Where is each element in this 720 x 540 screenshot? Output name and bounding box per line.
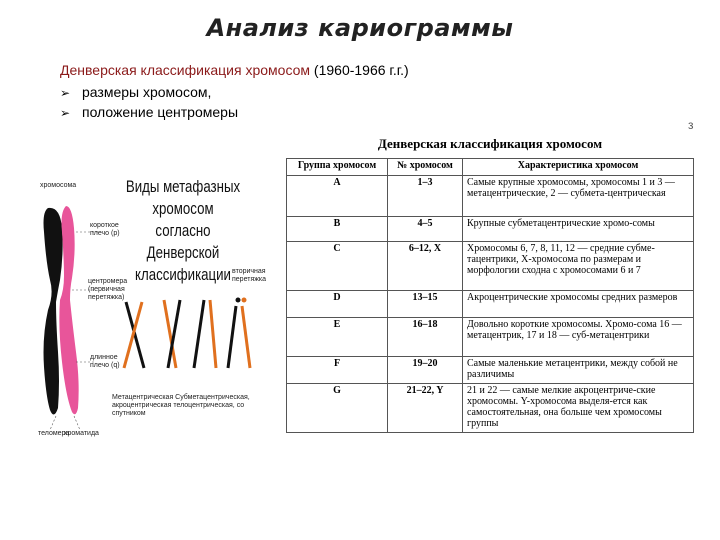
numbers-cell: 19–20 — [388, 357, 463, 384]
label-short-arm: короткое плечо (p) — [90, 222, 120, 237]
label-centromere: центромера (первичная перетяжка) — [88, 278, 128, 301]
metacentric-diagram — [124, 302, 144, 368]
leader-line — [74, 416, 80, 430]
table-row — [287, 291, 694, 318]
column-header: № хромосом — [388, 159, 463, 176]
table-header-row — [287, 159, 694, 176]
bullet-text: положение центромеры — [82, 104, 239, 120]
table-row — [287, 217, 694, 242]
description-cell: Крупные субметацентрические хромо-сомы — [463, 217, 694, 242]
column-header: Группа хромосом — [287, 159, 388, 176]
leader-line — [50, 416, 56, 430]
numbers-cell: 13–15 — [388, 291, 463, 318]
label-chromosome: хромосома — [40, 182, 77, 189]
numbers-cell: 21–22, Y — [388, 384, 463, 433]
subtitle-years: (1960-1966 г.г.) — [310, 62, 409, 78]
description-cell: Самые маленькие метацентрики, между собой не различимы — [463, 357, 694, 384]
numbers-cell: 1–3 — [388, 176, 463, 217]
numbers-cell: 6–12, X — [388, 242, 463, 291]
label-telomere: теломера — [38, 430, 70, 437]
label-secondary-constriction: вторичная перетяжка — [232, 268, 267, 283]
group-cell: D — [287, 291, 388, 318]
label-chromatid: хроматида — [64, 430, 99, 437]
description-cell: 21 и 22 — самые мелкие акроцентриче-ские хромосомы. Y-хромосома выделя-ется как самостоятельная, она больше чем хромосомы группы — [463, 384, 694, 433]
satellite-dot — [242, 298, 247, 303]
table-row — [287, 242, 694, 291]
black-chromatid-line — [126, 302, 144, 368]
table-row — [287, 318, 694, 357]
orange-chromatid-line — [242, 306, 250, 368]
bullet-item — [60, 102, 238, 122]
bullet-text: размеры хромосом, — [82, 84, 212, 100]
bullet-item — [60, 82, 238, 102]
label-long-arm: длинное плечо (q) — [90, 354, 120, 369]
table-row — [287, 176, 694, 217]
figure-heading: Виды метафазных хромосом согласно Денверской классификации — [125, 177, 241, 284]
orange-chromatid-line — [210, 300, 216, 368]
slide-title: Анализ кариограммы — [206, 14, 514, 42]
submetacentric-diagram — [164, 300, 180, 368]
group-cell: E — [287, 318, 388, 357]
figure-caption: Метацентрическая Субметацентрическая, акроцентрическая телоцентрическая, со спутником — [112, 394, 250, 417]
group-cell: F — [287, 357, 388, 384]
group-cell: A — [287, 176, 388, 217]
classification-table — [286, 158, 694, 433]
table-row — [287, 384, 694, 433]
group-cell: C — [287, 242, 388, 291]
table-row — [287, 357, 694, 384]
arrow-bullet-icon: ➢ — [60, 106, 71, 120]
subtitle — [60, 62, 409, 78]
arrow-bullet-icon: ➢ — [60, 86, 71, 100]
description-cell: Довольно короткие хромосомы. Хромо-сома 16 — метацентрик, 17 и 18 — суб-метацентрики — [463, 318, 694, 357]
subtitle-highlight: Денверская классификация хромосом — [60, 62, 311, 78]
numbers-cell: 4–5 — [388, 217, 463, 242]
table-caption: Денверская классификация хромосом — [377, 136, 603, 151]
group-cell: G — [287, 384, 388, 433]
description-cell: Хромосомы 6, 7, 8, 11, 12 — средние субме-тацентрики, X-хромосома по размерам и морфологии сходна с хромосомами 6 и 7 — [463, 242, 694, 291]
black-chromatid-line — [194, 300, 204, 368]
chromosome-figure — [36, 172, 266, 442]
stray-character: з — [688, 118, 694, 132]
numbers-cell: 16–18 — [388, 318, 463, 357]
description-cell: Самые крупные хромосомы, хромосомы 1 и 3 — метацентрические, 2 — субмета-центрическая — [463, 176, 694, 217]
orange-chromatid-line — [124, 302, 142, 368]
bullet-list — [60, 82, 238, 122]
acrocentric-diagram — [194, 300, 216, 368]
description-cell: Акроцентрические хромосомы средних размеров — [463, 291, 694, 318]
satellite-diagram — [228, 298, 250, 369]
group-cell: B — [287, 217, 388, 242]
column-header: Характеристика хромосом — [463, 159, 694, 176]
satellite-dot — [236, 298, 241, 303]
black-chromatid-line — [228, 306, 236, 368]
